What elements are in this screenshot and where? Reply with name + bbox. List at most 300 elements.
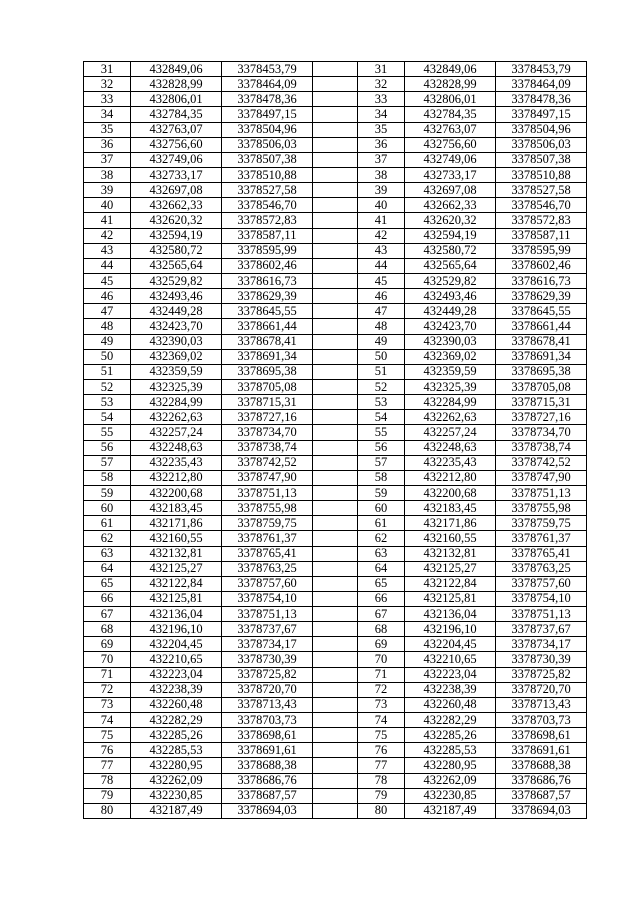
table-row bbox=[84, 788, 587, 803]
spacer-cell bbox=[313, 319, 358, 334]
left-point-number-cell: 48 bbox=[84, 319, 131, 334]
right-y-coordinate-cell: 3378687,57 bbox=[496, 788, 587, 803]
left-point-number-cell: 40 bbox=[84, 198, 131, 213]
right-point-number-cell: 36 bbox=[358, 137, 405, 152]
right-point-number-cell: 76 bbox=[358, 743, 405, 758]
right-x-coordinate-cell: 432204,45 bbox=[405, 637, 496, 652]
table-row bbox=[84, 803, 587, 818]
spacer-cell bbox=[313, 743, 358, 758]
spacer-cell bbox=[313, 395, 358, 410]
left-x-coordinate-cell: 432749,06 bbox=[131, 152, 222, 167]
left-point-number-cell: 43 bbox=[84, 243, 131, 258]
left-x-coordinate-cell: 432280,95 bbox=[131, 758, 222, 773]
left-x-coordinate-cell: 432369,02 bbox=[131, 349, 222, 364]
spacer-cell bbox=[313, 273, 358, 288]
right-point-number-cell: 61 bbox=[358, 516, 405, 531]
spacer-cell bbox=[313, 379, 358, 394]
spacer-cell bbox=[313, 652, 358, 667]
left-point-number-cell: 32 bbox=[84, 77, 131, 92]
right-x-coordinate-cell: 432662,33 bbox=[405, 198, 496, 213]
right-x-coordinate-cell: 432171,86 bbox=[405, 516, 496, 531]
left-x-coordinate-cell: 432257,24 bbox=[131, 425, 222, 440]
left-x-coordinate-cell: 432223,04 bbox=[131, 667, 222, 682]
table-row bbox=[84, 713, 587, 728]
right-x-coordinate-cell: 432248,63 bbox=[405, 440, 496, 455]
table-row bbox=[84, 62, 587, 77]
right-x-coordinate-cell: 432238,39 bbox=[405, 682, 496, 697]
right-x-coordinate-cell: 432733,17 bbox=[405, 167, 496, 182]
spacer-cell bbox=[313, 591, 358, 606]
left-point-number-cell: 61 bbox=[84, 516, 131, 531]
left-x-coordinate-cell: 432235,43 bbox=[131, 455, 222, 470]
table-row bbox=[84, 334, 587, 349]
left-x-coordinate-cell: 432200,68 bbox=[131, 485, 222, 500]
table-row bbox=[84, 122, 587, 137]
left-point-number-cell: 78 bbox=[84, 773, 131, 788]
right-y-coordinate-cell: 3378742,52 bbox=[496, 455, 587, 470]
right-point-number-cell: 59 bbox=[358, 485, 405, 500]
right-point-number-cell: 63 bbox=[358, 546, 405, 561]
left-point-number-cell: 58 bbox=[84, 470, 131, 485]
right-y-coordinate-cell: 3378478,36 bbox=[496, 92, 587, 107]
right-y-coordinate-cell: 3378595,99 bbox=[496, 243, 587, 258]
spacer-cell bbox=[313, 213, 358, 228]
table-row bbox=[84, 77, 587, 92]
right-y-coordinate-cell: 3378602,46 bbox=[496, 258, 587, 273]
right-point-number-cell: 74 bbox=[358, 713, 405, 728]
left-point-number-cell: 49 bbox=[84, 334, 131, 349]
right-x-coordinate-cell: 432749,06 bbox=[405, 152, 496, 167]
table-row bbox=[84, 743, 587, 758]
left-y-coordinate-cell: 3378602,46 bbox=[222, 258, 313, 273]
right-x-coordinate-cell: 432580,72 bbox=[405, 243, 496, 258]
right-point-number-cell: 77 bbox=[358, 758, 405, 773]
right-x-coordinate-cell: 432828,99 bbox=[405, 77, 496, 92]
left-point-number-cell: 39 bbox=[84, 183, 131, 198]
left-x-coordinate-cell: 432248,63 bbox=[131, 440, 222, 455]
left-y-coordinate-cell: 3378572,83 bbox=[222, 213, 313, 228]
right-x-coordinate-cell: 432122,84 bbox=[405, 576, 496, 591]
table-row bbox=[84, 349, 587, 364]
left-x-coordinate-cell: 432449,28 bbox=[131, 304, 222, 319]
right-x-coordinate-cell: 432594,19 bbox=[405, 228, 496, 243]
left-x-coordinate-cell: 432282,29 bbox=[131, 713, 222, 728]
right-point-number-cell: 35 bbox=[358, 122, 405, 137]
left-point-number-cell: 46 bbox=[84, 289, 131, 304]
left-y-coordinate-cell: 3378595,99 bbox=[222, 243, 313, 258]
right-y-coordinate-cell: 3378754,10 bbox=[496, 591, 587, 606]
left-x-coordinate-cell: 432359,59 bbox=[131, 364, 222, 379]
left-x-coordinate-cell: 432594,19 bbox=[131, 228, 222, 243]
table-row bbox=[84, 773, 587, 788]
right-y-coordinate-cell: 3378727,16 bbox=[496, 410, 587, 425]
table-row bbox=[84, 591, 587, 606]
right-y-coordinate-cell: 3378734,70 bbox=[496, 425, 587, 440]
right-point-number-cell: 73 bbox=[358, 697, 405, 712]
table-row bbox=[84, 440, 587, 455]
spacer-cell bbox=[313, 485, 358, 500]
right-y-coordinate-cell: 3378730,39 bbox=[496, 652, 587, 667]
right-y-coordinate-cell: 3378734,17 bbox=[496, 637, 587, 652]
spacer-cell bbox=[313, 77, 358, 92]
right-point-number-cell: 47 bbox=[358, 304, 405, 319]
right-x-coordinate-cell: 432849,06 bbox=[405, 62, 496, 77]
spacer-cell bbox=[313, 410, 358, 425]
right-point-number-cell: 66 bbox=[358, 591, 405, 606]
right-x-coordinate-cell: 432260,48 bbox=[405, 697, 496, 712]
left-point-number-cell: 51 bbox=[84, 364, 131, 379]
spacer-cell bbox=[313, 258, 358, 273]
left-y-coordinate-cell: 3378705,08 bbox=[222, 379, 313, 394]
right-x-coordinate-cell: 432212,80 bbox=[405, 470, 496, 485]
right-point-number-cell: 52 bbox=[358, 379, 405, 394]
left-y-coordinate-cell: 3378695,38 bbox=[222, 364, 313, 379]
left-point-number-cell: 70 bbox=[84, 652, 131, 667]
right-point-number-cell: 34 bbox=[358, 107, 405, 122]
right-point-number-cell: 79 bbox=[358, 788, 405, 803]
right-x-coordinate-cell: 432196,10 bbox=[405, 622, 496, 637]
left-x-coordinate-cell: 432125,27 bbox=[131, 561, 222, 576]
right-point-number-cell: 42 bbox=[358, 228, 405, 243]
spacer-cell bbox=[313, 788, 358, 803]
left-y-coordinate-cell: 3378751,13 bbox=[222, 607, 313, 622]
coordinates-table bbox=[83, 61, 587, 819]
right-point-number-cell: 38 bbox=[358, 167, 405, 182]
left-x-coordinate-cell: 432763,07 bbox=[131, 122, 222, 137]
spacer-cell bbox=[313, 364, 358, 379]
left-point-number-cell: 75 bbox=[84, 728, 131, 743]
right-x-coordinate-cell: 432493,46 bbox=[405, 289, 496, 304]
left-y-coordinate-cell: 3378698,61 bbox=[222, 728, 313, 743]
left-x-coordinate-cell: 432733,17 bbox=[131, 167, 222, 182]
right-point-number-cell: 65 bbox=[358, 576, 405, 591]
spacer-cell bbox=[313, 697, 358, 712]
left-y-coordinate-cell: 3378527,58 bbox=[222, 183, 313, 198]
right-x-coordinate-cell: 432257,24 bbox=[405, 425, 496, 440]
spacer-cell bbox=[313, 334, 358, 349]
left-x-coordinate-cell: 432325,39 bbox=[131, 379, 222, 394]
left-y-coordinate-cell: 3378734,70 bbox=[222, 425, 313, 440]
right-point-number-cell: 55 bbox=[358, 425, 405, 440]
right-point-number-cell: 53 bbox=[358, 395, 405, 410]
right-x-coordinate-cell: 432230,85 bbox=[405, 788, 496, 803]
left-y-coordinate-cell: 3378464,09 bbox=[222, 77, 313, 92]
left-y-coordinate-cell: 3378497,15 bbox=[222, 107, 313, 122]
left-y-coordinate-cell: 3378691,34 bbox=[222, 349, 313, 364]
left-y-coordinate-cell: 3378507,38 bbox=[222, 152, 313, 167]
spacer-cell bbox=[313, 667, 358, 682]
right-y-coordinate-cell: 3378506,03 bbox=[496, 137, 587, 152]
right-x-coordinate-cell: 432449,28 bbox=[405, 304, 496, 319]
left-point-number-cell: 55 bbox=[84, 425, 131, 440]
right-point-number-cell: 71 bbox=[358, 667, 405, 682]
spacer-cell bbox=[313, 773, 358, 788]
table-row bbox=[84, 531, 587, 546]
right-y-coordinate-cell: 3378757,60 bbox=[496, 576, 587, 591]
left-x-coordinate-cell: 432187,49 bbox=[131, 803, 222, 818]
left-y-coordinate-cell: 3378730,39 bbox=[222, 652, 313, 667]
left-y-coordinate-cell: 3378763,25 bbox=[222, 561, 313, 576]
right-point-number-cell: 70 bbox=[358, 652, 405, 667]
table-row bbox=[84, 228, 587, 243]
left-y-coordinate-cell: 3378629,39 bbox=[222, 289, 313, 304]
left-point-number-cell: 44 bbox=[84, 258, 131, 273]
table-row bbox=[84, 152, 587, 167]
table-row bbox=[84, 92, 587, 107]
right-point-number-cell: 37 bbox=[358, 152, 405, 167]
right-y-coordinate-cell: 3378720,70 bbox=[496, 682, 587, 697]
left-y-coordinate-cell: 3378757,60 bbox=[222, 576, 313, 591]
table-row bbox=[84, 410, 587, 425]
spacer-cell bbox=[313, 803, 358, 818]
left-point-number-cell: 68 bbox=[84, 622, 131, 637]
spacer-cell bbox=[313, 122, 358, 137]
left-point-number-cell: 67 bbox=[84, 607, 131, 622]
right-point-number-cell: 75 bbox=[358, 728, 405, 743]
left-point-number-cell: 73 bbox=[84, 697, 131, 712]
left-x-coordinate-cell: 432125,81 bbox=[131, 591, 222, 606]
left-x-coordinate-cell: 432260,48 bbox=[131, 697, 222, 712]
left-point-number-cell: 77 bbox=[84, 758, 131, 773]
coordinates-table-body bbox=[84, 62, 587, 819]
table-row bbox=[84, 607, 587, 622]
left-y-coordinate-cell: 3378506,03 bbox=[222, 137, 313, 152]
right-x-coordinate-cell: 432187,49 bbox=[405, 803, 496, 818]
right-x-coordinate-cell: 432282,29 bbox=[405, 713, 496, 728]
left-x-coordinate-cell: 432136,04 bbox=[131, 607, 222, 622]
left-x-coordinate-cell: 432756,60 bbox=[131, 137, 222, 152]
left-point-number-cell: 33 bbox=[84, 92, 131, 107]
left-x-coordinate-cell: 432284,99 bbox=[131, 395, 222, 410]
table-row bbox=[84, 289, 587, 304]
table-row bbox=[84, 622, 587, 637]
spacer-cell bbox=[313, 758, 358, 773]
left-y-coordinate-cell: 3378751,13 bbox=[222, 485, 313, 500]
spacer-cell bbox=[313, 637, 358, 652]
left-x-coordinate-cell: 432196,10 bbox=[131, 622, 222, 637]
right-x-coordinate-cell: 432132,81 bbox=[405, 546, 496, 561]
left-point-number-cell: 41 bbox=[84, 213, 131, 228]
left-x-coordinate-cell: 432806,01 bbox=[131, 92, 222, 107]
left-x-coordinate-cell: 432122,84 bbox=[131, 576, 222, 591]
right-x-coordinate-cell: 432285,53 bbox=[405, 743, 496, 758]
right-y-coordinate-cell: 3378678,41 bbox=[496, 334, 587, 349]
left-y-coordinate-cell: 3378759,75 bbox=[222, 516, 313, 531]
table-row bbox=[84, 183, 587, 198]
left-y-coordinate-cell: 3378747,90 bbox=[222, 470, 313, 485]
table-row bbox=[84, 395, 587, 410]
right-point-number-cell: 50 bbox=[358, 349, 405, 364]
left-point-number-cell: 52 bbox=[84, 379, 131, 394]
right-y-coordinate-cell: 3378464,09 bbox=[496, 77, 587, 92]
right-point-number-cell: 45 bbox=[358, 273, 405, 288]
table-row bbox=[84, 561, 587, 576]
spacer-cell bbox=[313, 470, 358, 485]
right-x-coordinate-cell: 432136,04 bbox=[405, 607, 496, 622]
right-point-number-cell: 80 bbox=[358, 803, 405, 818]
left-x-coordinate-cell: 432262,09 bbox=[131, 773, 222, 788]
right-point-number-cell: 62 bbox=[358, 531, 405, 546]
left-x-coordinate-cell: 432423,70 bbox=[131, 319, 222, 334]
left-point-number-cell: 60 bbox=[84, 501, 131, 516]
left-y-coordinate-cell: 3378678,41 bbox=[222, 334, 313, 349]
left-x-coordinate-cell: 432285,53 bbox=[131, 743, 222, 758]
left-y-coordinate-cell: 3378734,17 bbox=[222, 637, 313, 652]
right-x-coordinate-cell: 432620,32 bbox=[405, 213, 496, 228]
left-x-coordinate-cell: 432210,65 bbox=[131, 652, 222, 667]
spacer-cell bbox=[313, 728, 358, 743]
left-point-number-cell: 59 bbox=[84, 485, 131, 500]
left-point-number-cell: 72 bbox=[84, 682, 131, 697]
left-x-coordinate-cell: 432171,86 bbox=[131, 516, 222, 531]
spacer-cell bbox=[313, 501, 358, 516]
right-point-number-cell: 40 bbox=[358, 198, 405, 213]
left-y-coordinate-cell: 3378765,41 bbox=[222, 546, 313, 561]
left-x-coordinate-cell: 432828,99 bbox=[131, 77, 222, 92]
table-row bbox=[84, 167, 587, 182]
left-point-number-cell: 65 bbox=[84, 576, 131, 591]
left-x-coordinate-cell: 432204,45 bbox=[131, 637, 222, 652]
right-y-coordinate-cell: 3378691,34 bbox=[496, 349, 587, 364]
left-point-number-cell: 80 bbox=[84, 803, 131, 818]
right-point-number-cell: 60 bbox=[358, 501, 405, 516]
spacer-cell bbox=[313, 243, 358, 258]
table-row bbox=[84, 682, 587, 697]
left-point-number-cell: 45 bbox=[84, 273, 131, 288]
left-x-coordinate-cell: 432697,08 bbox=[131, 183, 222, 198]
right-y-coordinate-cell: 3378645,55 bbox=[496, 304, 587, 319]
table-row bbox=[84, 485, 587, 500]
left-x-coordinate-cell: 432183,45 bbox=[131, 501, 222, 516]
right-y-coordinate-cell: 3378698,61 bbox=[496, 728, 587, 743]
spacer-cell bbox=[313, 167, 358, 182]
table-row bbox=[84, 728, 587, 743]
table-row bbox=[84, 364, 587, 379]
right-y-coordinate-cell: 3378751,13 bbox=[496, 607, 587, 622]
right-x-coordinate-cell: 432200,68 bbox=[405, 485, 496, 500]
right-y-coordinate-cell: 3378751,13 bbox=[496, 485, 587, 500]
left-point-number-cell: 31 bbox=[84, 62, 131, 77]
right-x-coordinate-cell: 432235,43 bbox=[405, 455, 496, 470]
right-y-coordinate-cell: 3378510,88 bbox=[496, 167, 587, 182]
right-y-coordinate-cell: 3378695,38 bbox=[496, 364, 587, 379]
spacer-cell bbox=[313, 561, 358, 576]
left-x-coordinate-cell: 432565,64 bbox=[131, 258, 222, 273]
right-y-coordinate-cell: 3378691,61 bbox=[496, 743, 587, 758]
spacer-cell bbox=[313, 682, 358, 697]
right-x-coordinate-cell: 432223,04 bbox=[405, 667, 496, 682]
left-x-coordinate-cell: 432784,35 bbox=[131, 107, 222, 122]
table-row bbox=[84, 697, 587, 712]
right-point-number-cell: 39 bbox=[358, 183, 405, 198]
right-point-number-cell: 78 bbox=[358, 773, 405, 788]
right-x-coordinate-cell: 432359,59 bbox=[405, 364, 496, 379]
right-y-coordinate-cell: 3378504,96 bbox=[496, 122, 587, 137]
right-y-coordinate-cell: 3378587,11 bbox=[496, 228, 587, 243]
right-y-coordinate-cell: 3378661,44 bbox=[496, 319, 587, 334]
left-x-coordinate-cell: 432132,81 bbox=[131, 546, 222, 561]
table-row bbox=[84, 425, 587, 440]
left-x-coordinate-cell: 432662,33 bbox=[131, 198, 222, 213]
left-point-number-cell: 34 bbox=[84, 107, 131, 122]
right-point-number-cell: 49 bbox=[358, 334, 405, 349]
left-y-coordinate-cell: 3378661,44 bbox=[222, 319, 313, 334]
spacer-cell bbox=[313, 576, 358, 591]
spacer-cell bbox=[313, 228, 358, 243]
left-point-number-cell: 47 bbox=[84, 304, 131, 319]
right-y-coordinate-cell: 3378686,76 bbox=[496, 773, 587, 788]
left-y-coordinate-cell: 3378587,11 bbox=[222, 228, 313, 243]
spacer-cell bbox=[313, 289, 358, 304]
right-point-number-cell: 46 bbox=[358, 289, 405, 304]
spacer-cell bbox=[313, 304, 358, 319]
right-y-coordinate-cell: 3378738,74 bbox=[496, 440, 587, 455]
table-row bbox=[84, 137, 587, 152]
table-row bbox=[84, 501, 587, 516]
right-x-coordinate-cell: 432565,64 bbox=[405, 258, 496, 273]
left-x-coordinate-cell: 432160,55 bbox=[131, 531, 222, 546]
left-y-coordinate-cell: 3378510,88 bbox=[222, 167, 313, 182]
right-x-coordinate-cell: 432210,65 bbox=[405, 652, 496, 667]
spacer-cell bbox=[313, 622, 358, 637]
left-x-coordinate-cell: 432390,03 bbox=[131, 334, 222, 349]
right-x-coordinate-cell: 432806,01 bbox=[405, 92, 496, 107]
right-y-coordinate-cell: 3378453,79 bbox=[496, 62, 587, 77]
right-y-coordinate-cell: 3378715,31 bbox=[496, 395, 587, 410]
right-y-coordinate-cell: 3378755,98 bbox=[496, 501, 587, 516]
right-x-coordinate-cell: 432262,63 bbox=[405, 410, 496, 425]
right-point-number-cell: 67 bbox=[358, 607, 405, 622]
right-point-number-cell: 32 bbox=[358, 77, 405, 92]
left-point-number-cell: 63 bbox=[84, 546, 131, 561]
left-y-coordinate-cell: 3378755,98 bbox=[222, 501, 313, 516]
left-y-coordinate-cell: 3378687,57 bbox=[222, 788, 313, 803]
spacer-cell bbox=[313, 183, 358, 198]
right-y-coordinate-cell: 3378761,37 bbox=[496, 531, 587, 546]
right-x-coordinate-cell: 432369,02 bbox=[405, 349, 496, 364]
left-point-number-cell: 54 bbox=[84, 410, 131, 425]
right-point-number-cell: 56 bbox=[358, 440, 405, 455]
spacer-cell bbox=[313, 107, 358, 122]
spacer-cell bbox=[313, 425, 358, 440]
left-y-coordinate-cell: 3378616,73 bbox=[222, 273, 313, 288]
left-y-coordinate-cell: 3378725,82 bbox=[222, 667, 313, 682]
spacer-cell bbox=[313, 62, 358, 77]
left-y-coordinate-cell: 3378686,76 bbox=[222, 773, 313, 788]
table-row bbox=[84, 107, 587, 122]
table-row bbox=[84, 652, 587, 667]
left-point-number-cell: 62 bbox=[84, 531, 131, 546]
left-point-number-cell: 71 bbox=[84, 667, 131, 682]
right-y-coordinate-cell: 3378763,25 bbox=[496, 561, 587, 576]
right-point-number-cell: 41 bbox=[358, 213, 405, 228]
right-point-number-cell: 69 bbox=[358, 637, 405, 652]
right-y-coordinate-cell: 3378507,38 bbox=[496, 152, 587, 167]
left-y-coordinate-cell: 3378703,73 bbox=[222, 713, 313, 728]
left-x-coordinate-cell: 432529,82 bbox=[131, 273, 222, 288]
left-point-number-cell: 37 bbox=[84, 152, 131, 167]
table-row bbox=[84, 243, 587, 258]
right-y-coordinate-cell: 3378759,75 bbox=[496, 516, 587, 531]
right-point-number-cell: 57 bbox=[358, 455, 405, 470]
right-y-coordinate-cell: 3378694,03 bbox=[496, 803, 587, 818]
right-x-coordinate-cell: 432763,07 bbox=[405, 122, 496, 137]
left-y-coordinate-cell: 3378754,10 bbox=[222, 591, 313, 606]
spacer-cell bbox=[313, 455, 358, 470]
left-y-coordinate-cell: 3378478,36 bbox=[222, 92, 313, 107]
right-x-coordinate-cell: 432160,55 bbox=[405, 531, 496, 546]
right-y-coordinate-cell: 3378725,82 bbox=[496, 667, 587, 682]
